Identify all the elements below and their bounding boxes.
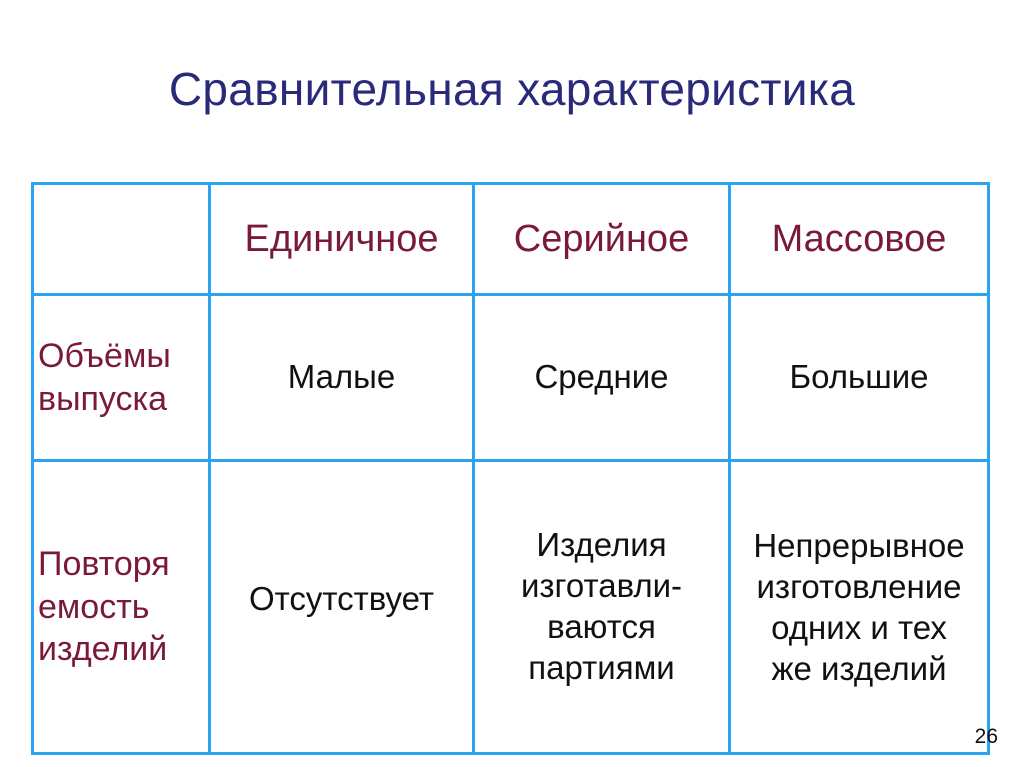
comparison-table (31, 182, 990, 755)
row-label-line: емость (38, 587, 150, 626)
column-header-label: Серийное (513, 217, 690, 260)
row-label-line: Объёмы (38, 337, 171, 375)
table-corner-cell (33, 184, 210, 295)
row-label-line: выпуска (38, 379, 168, 418)
cell-volume-serial (474, 295, 730, 461)
row-label-line: изделий (38, 630, 168, 669)
table-row-output-volume (33, 295, 989, 461)
cell-text-line: ваются (547, 608, 656, 645)
cell-text-line: Малые (287, 358, 396, 396)
cell-text-line: изготавли- (520, 567, 683, 605)
cell-text-line: же изделий (771, 650, 947, 688)
cell-text-line: партиями (528, 648, 675, 686)
page-number: 26 (974, 725, 998, 748)
cell-repeatability-single (210, 461, 474, 754)
column-header-serial (474, 184, 730, 295)
row-label-output-volume (33, 295, 210, 461)
cell-text-line: Средние (534, 358, 669, 396)
cell-text-line: одних и тех (771, 609, 947, 646)
cell-text-line: изготовление (756, 567, 962, 605)
cell-text-line: Непрерывное (753, 526, 965, 564)
cell-volume-mass (730, 295, 989, 461)
row-label-repeatability (33, 461, 210, 754)
cell-text-line: Большие (789, 358, 929, 396)
table-row-repeatability (33, 461, 989, 754)
cell-repeatability-mass (730, 461, 989, 754)
cell-text-line: Изделия (536, 526, 667, 564)
cell-text-line: Отсутствует (248, 579, 435, 617)
slide-title: Сравнительная характеристика (168, 63, 856, 115)
row-label-line: Повторя (38, 545, 170, 584)
column-header-label: Массовое (771, 217, 947, 260)
column-header-label: Единичное (244, 217, 439, 260)
table-header-row (33, 184, 989, 295)
column-header-mass (730, 184, 989, 295)
cell-repeatability-serial (474, 461, 730, 754)
cell-volume-single (210, 295, 474, 461)
column-header-single (210, 184, 474, 295)
